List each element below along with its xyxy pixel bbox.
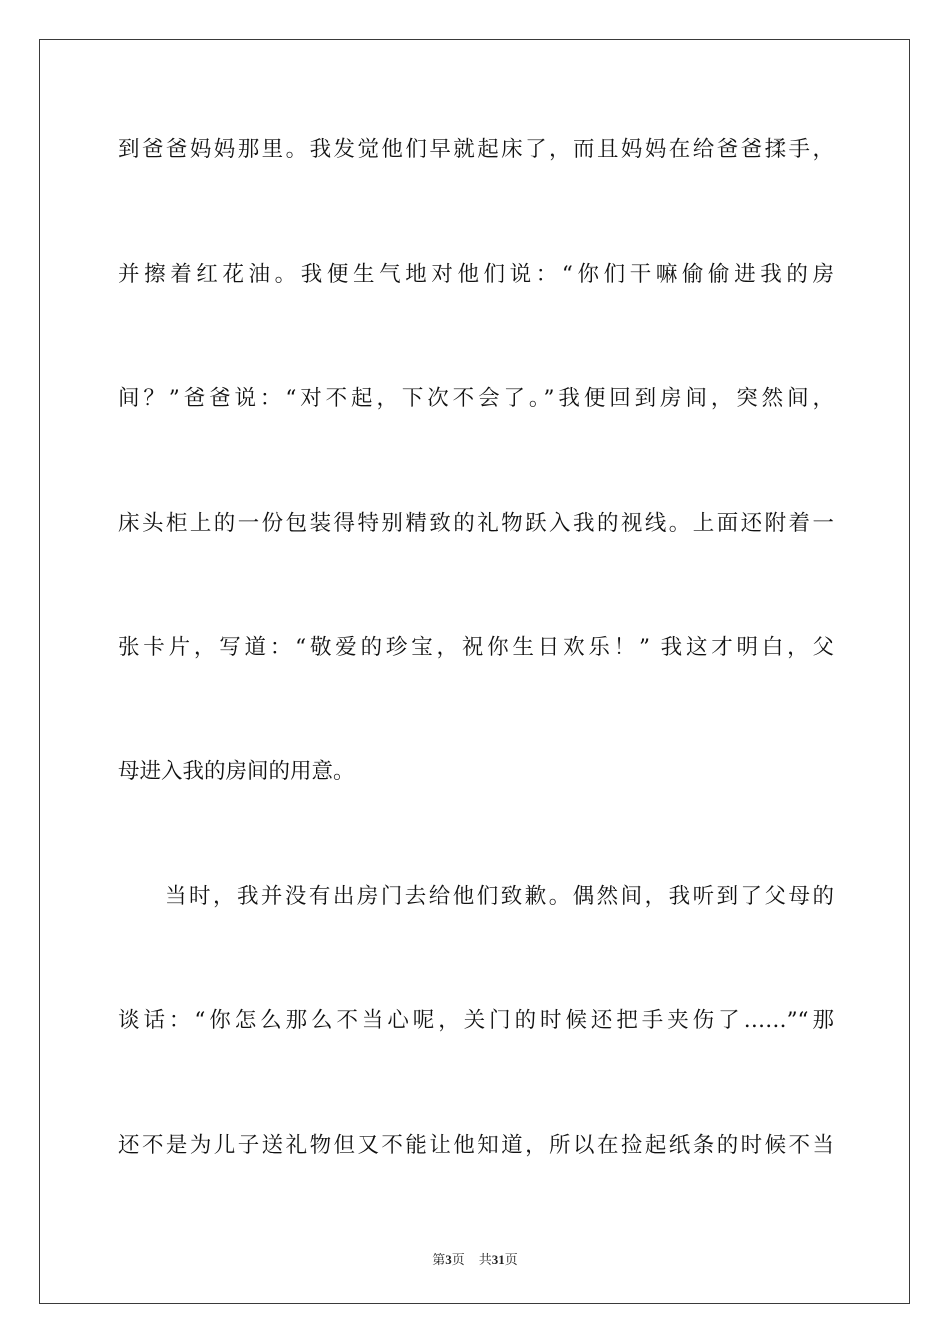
page-suffix: 页 — [451, 1253, 465, 1268]
current-page-number: 3 — [445, 1252, 452, 1267]
total-page-number: 31 — [491, 1252, 505, 1267]
paragraph-start-line: 当时，我并没有出房门去给他们致歉。偶然间，我听到了父母的 — [165, 884, 834, 909]
text-line-8: 谈话：“你怎么那么不当心呢，关门的时候还把手夹伤了……”“那 — [118, 1008, 834, 1033]
text-line-2: 并擦着红花油。我便生气地对他们说：“你们干嘛偷偷进我的房 — [118, 262, 834, 287]
text-line-1: 到爸爸妈妈那里。我发觉他们早就起床了，而且妈妈在给爸爸揉手， — [118, 137, 834, 162]
total-prefix: 共 — [478, 1253, 492, 1268]
text-line-6: 母进入我的房间的用意。 — [118, 759, 355, 784]
page-prefix: 第 — [432, 1253, 446, 1268]
text-line-9: 还不是为儿子送礼物但又不能让他知道，所以在捡起纸条的时候不当 — [118, 1133, 834, 1158]
text-line-3: 间？”爸爸说：“对不起，下次不会了。”我便回到房间，突然间， — [118, 386, 834, 411]
page-number-footer — [0, 1249, 950, 1268]
page-border — [39, 39, 910, 1304]
text-line-4: 床头柜上的一份包装得特别精致的礼物跃入我的视线。上面还附着一 — [118, 511, 834, 536]
total-suffix: 页 — [504, 1253, 518, 1268]
text-line-5: 张卡片，写道：“敬爱的珍宝，祝你生日欢乐！” 我这才明白，父 — [118, 635, 834, 660]
